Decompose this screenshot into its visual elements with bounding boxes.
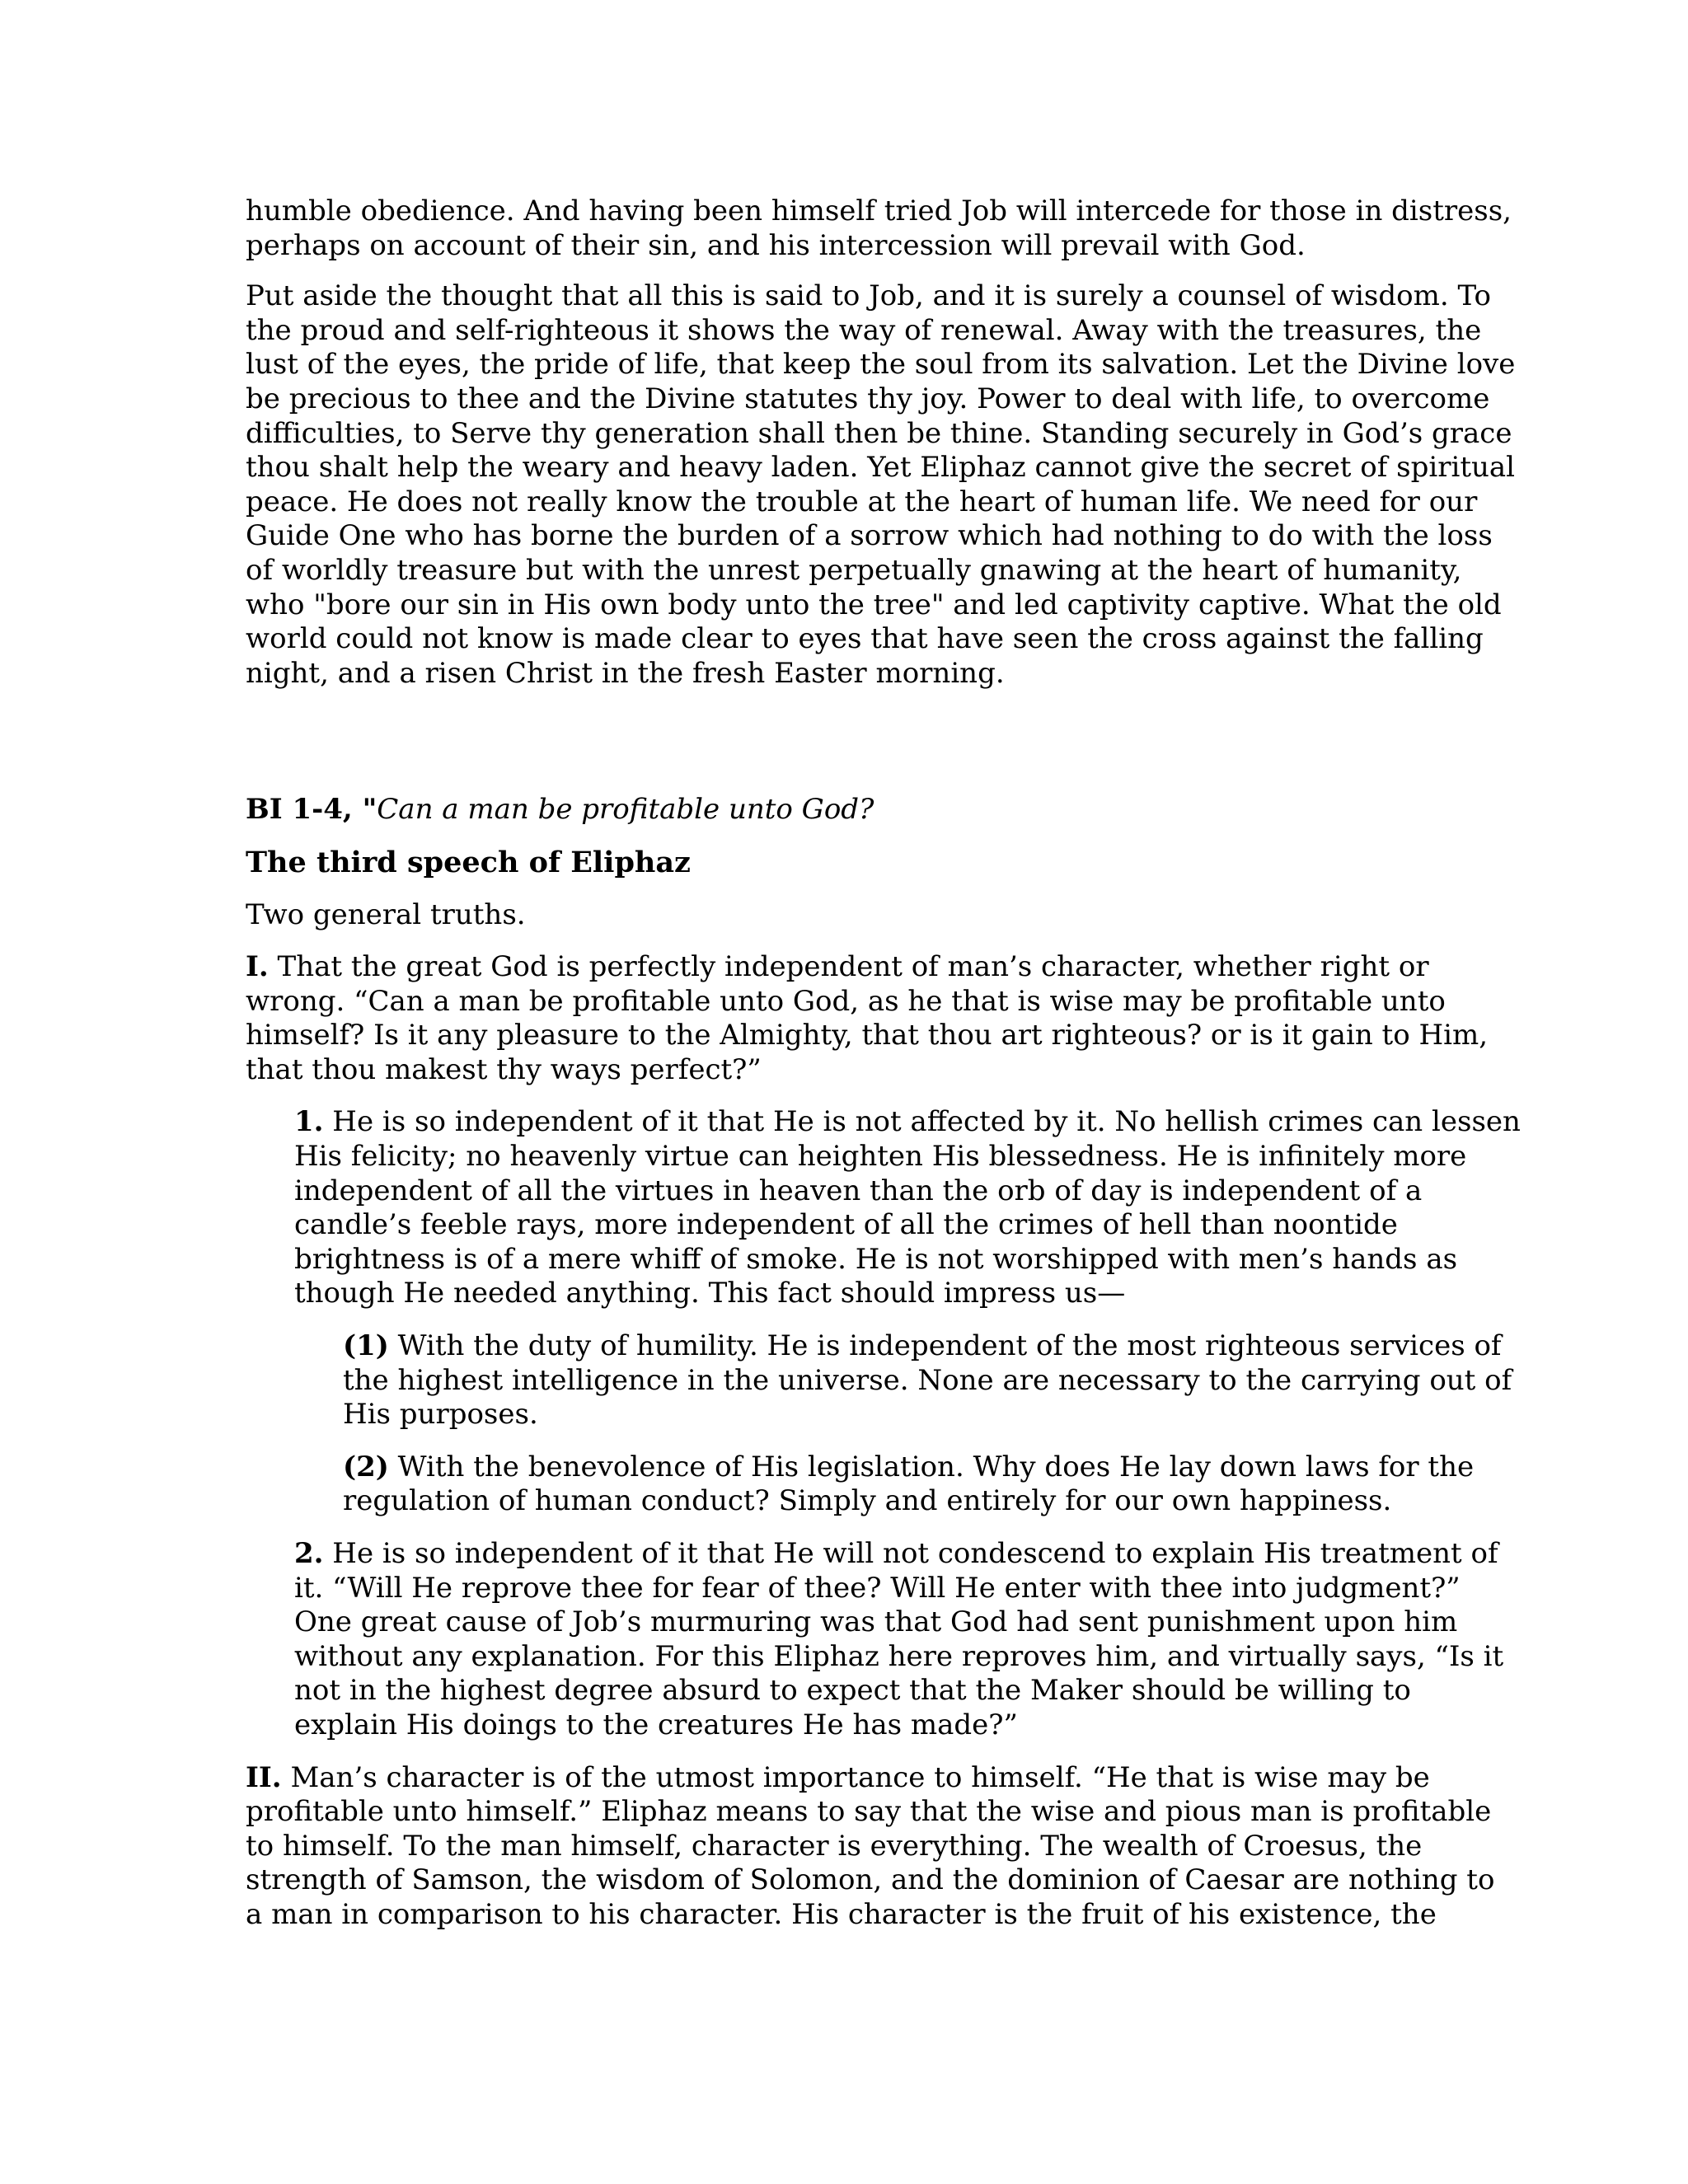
text-line: I. That the great God is perfectly independent of man’s character, whether right or xyxy=(246,950,1429,984)
text-line: One great cause of Job’s murmuring was that God had sent punishment upon him xyxy=(294,1605,1458,1639)
point-two xyxy=(246,1760,1495,1933)
paragraph-counsel-of-wisdom xyxy=(246,279,1516,691)
section-heading: The third speech of Eliphaz xyxy=(246,845,691,879)
text-line: of worldly treasure but with the unrest perpetually gnawing at the heart of humanity, xyxy=(246,553,1462,587)
text-line: it. “Will He reprove thee for fear of thee? Will He enter with thee into judgment?” xyxy=(294,1571,1461,1605)
intro-text: Two general truths. xyxy=(246,898,526,931)
text-line: that thou makest thy ways perfect?” xyxy=(246,1052,762,1086)
text-line: humble obedience. And having been himself tried Job will intercede for those in distress, xyxy=(246,194,1512,227)
text-line: brightness is of a mere whiff of smoke. He is not worshipped with men’s hands as xyxy=(294,1242,1458,1276)
point-marker: (2) xyxy=(343,1450,389,1483)
text-line: II. Man’s character is of the utmost importance to himself. “He that is wise may be xyxy=(246,1760,1430,1794)
text-line: a man in comparison to his character. His character is the fruit of his existence, the xyxy=(246,1897,1437,1931)
text-line: without any explanation. For this Eliphaz here reproves him, and virtually says, “Is it xyxy=(294,1639,1504,1673)
text-line: Put aside the thought that all this is said to Job, and it is surely a counsel of wisdom. To xyxy=(246,279,1491,313)
text-line: thou shalt help the weary and heavy laden. Yet Eliphaz cannot give the secret of spiritual xyxy=(246,451,1516,485)
text-line: (2) With the benevolence of His legislation. Why does He lay down laws for the xyxy=(343,1450,1475,1483)
sub-point-one xyxy=(246,1105,1521,1311)
text-line: wrong. “Can a man be profitable unto God, as he that is wise may be profitable unto xyxy=(246,984,1446,1018)
text-line: (1) With the duty of humility. He is independent of the most righteous services of xyxy=(343,1329,1502,1363)
text-line: explain His doings to the creatures He has made?” xyxy=(294,1708,1018,1741)
text-line: the highest intelligence in the universe. None are necessary to the carrying out of xyxy=(343,1363,1512,1397)
text-line: be precious to thee and the Divine statutes thy joy. Power to deal with life, to overcome xyxy=(246,382,1490,415)
point-marker: 2. xyxy=(294,1537,324,1570)
text-line: lust of the eyes, the pride of life, that keep the soul from its salvation. Let the Divine love xyxy=(246,348,1516,382)
reference-question: Can a man be profitable unto God? xyxy=(377,793,874,827)
text-line: the proud and self-righteous it shows the way of renewal. Away with the treasures, the xyxy=(246,313,1482,347)
text-line: himself? Is it any pleasure to the Almighty, that thou art righteous? or is it gain to Him, xyxy=(246,1019,1489,1052)
document-page xyxy=(246,194,1521,1933)
text-line: peace. He does not really know the trouble at the heart of human life. We need for our xyxy=(246,485,1478,518)
text-line: His felicity; no heavenly virtue can heighten His blessedness. He is infinitely more xyxy=(294,1140,1467,1174)
text-line: profitable unto himself.” Eliphaz means to say that the wise and pious man is profitable xyxy=(246,1795,1492,1829)
sub-sub-point-two xyxy=(246,1450,1475,1519)
point-marker: 1. xyxy=(294,1105,324,1139)
text-line: Guide One who has borne the burden of a sorrow which had nothing to do with the loss xyxy=(246,519,1493,553)
text-line: candle’s feeble rays, more independent of all the crimes of hell than noontide xyxy=(294,1208,1398,1242)
text-line: strength of Samson, the wisdom of Solomon, and the dominion of Caesar are nothing to xyxy=(246,1863,1495,1897)
point-one xyxy=(246,950,1489,1087)
sub-point-two xyxy=(246,1537,1504,1743)
point-marker: I. xyxy=(246,950,269,984)
text-line: though He needed anything. This fact should impress us— xyxy=(294,1277,1126,1310)
text-line: night, and a risen Christ in the fresh Easter morning. xyxy=(246,656,1005,690)
text-line: world could not know is made clear to eyes that have seen the cross against the falling xyxy=(246,622,1484,656)
sub-sub-point-one xyxy=(246,1329,1512,1432)
text-line: independent of all the virtues in heaven than the orb of day is independent of a xyxy=(294,1174,1423,1207)
point-marker: II. xyxy=(246,1760,282,1794)
text-line: perhaps on account of their sin, and his intercession will prevail with God. xyxy=(246,228,1306,262)
text-line: regulation of human conduct? Simply and entirely for our own happiness. xyxy=(343,1484,1392,1518)
text-line: to himself. To the man himself, character is everything. The wealth of Croesus, the xyxy=(246,1829,1423,1863)
paragraph-humble-obedience xyxy=(246,194,1512,263)
text-line: His purposes. xyxy=(343,1398,538,1432)
text-line: not in the highest degree absurd to expect that the Maker should be willing to xyxy=(294,1674,1411,1708)
text-line: 2. He is so independent of it that He will not condescend to explain His treatment of xyxy=(294,1537,1498,1570)
point-marker: (1) xyxy=(343,1329,389,1363)
text-line: who "bore our sin in His own body unto the tree" and led captivity captive. What the old xyxy=(246,588,1502,621)
bible-reference: BI 1-4, " xyxy=(246,793,377,827)
text-line: 1. He is so independent of it that He is not affected by it. No hellish crimes can lessen xyxy=(294,1105,1521,1139)
bible-reference-line xyxy=(246,793,1432,827)
text-line: difficulties, to Serve thy generation shall then be thine. Standing securely in God’s grace xyxy=(246,416,1512,450)
